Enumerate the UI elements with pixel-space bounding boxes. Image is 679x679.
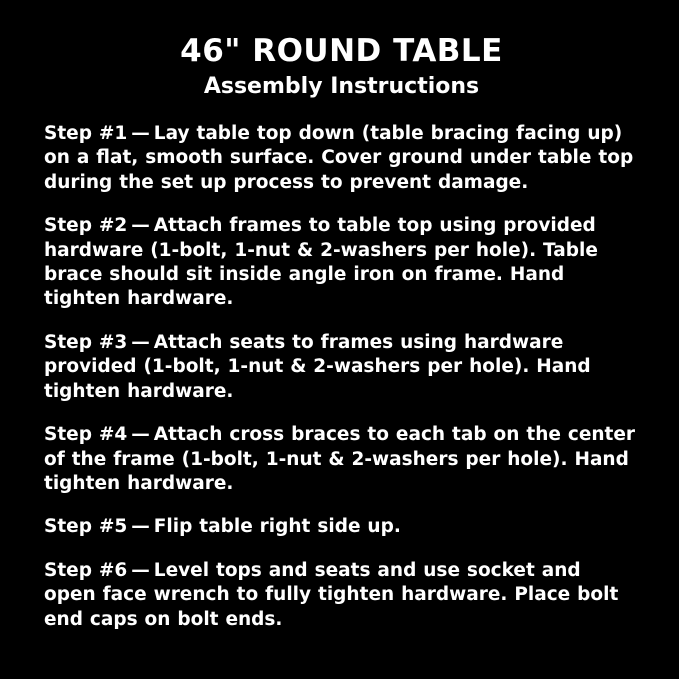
step-text: Flip table right side up. bbox=[153, 516, 401, 538]
step-text: Attach seats to frames using hardware provided (1-bolt, 1-nut & 2-washers per hole). Hand tighten hardware. bbox=[44, 331, 591, 402]
step-dash: — bbox=[131, 331, 150, 353]
step-dash: — bbox=[131, 215, 150, 237]
step-label: Step #6 bbox=[44, 559, 128, 581]
page-subtitle: Assembly Instructions bbox=[203, 73, 480, 99]
page-title: 46" ROUND TABLE bbox=[180, 33, 503, 69]
list-item bbox=[44, 122, 639, 195]
step-text: Level tops and seats and use socket and open face wrench to fully tighten hardware. Place bolt end caps on bolt ends. bbox=[44, 559, 619, 630]
step-dash: — bbox=[131, 424, 150, 446]
step-label: Step #5 bbox=[44, 516, 128, 538]
step-text: Lay table top down (table bracing facing up) on a flat, smooth surface. Cover ground under table top during the set up process to prevent damage. bbox=[44, 123, 634, 193]
step-dash: — bbox=[131, 559, 150, 581]
list-item bbox=[44, 331, 639, 404]
step-label: Step #4 bbox=[44, 424, 128, 446]
list-item bbox=[44, 515, 639, 539]
step-label: Step #3 bbox=[44, 331, 128, 353]
steps-list bbox=[44, 122, 639, 632]
step-dash: — bbox=[131, 123, 150, 145]
step-text: Attach cross braces to each tab on the center of the frame (1-bolt, 1-nut & 2-washers per hole). Hand tighten hardware. bbox=[44, 424, 636, 494]
step-label: Step #2 bbox=[44, 215, 128, 237]
list-item bbox=[44, 423, 639, 496]
step-text: Attach frames to table top using provided hardware (1-bolt, 1-nut & 2-washers per hole). Table brace should sit inside angle iron on frame. Hand tighten hardware. bbox=[44, 215, 598, 310]
list-item bbox=[44, 214, 639, 312]
step-dash: — bbox=[131, 516, 150, 538]
list-item bbox=[44, 559, 639, 632]
step-label: Step #1 bbox=[44, 123, 128, 145]
